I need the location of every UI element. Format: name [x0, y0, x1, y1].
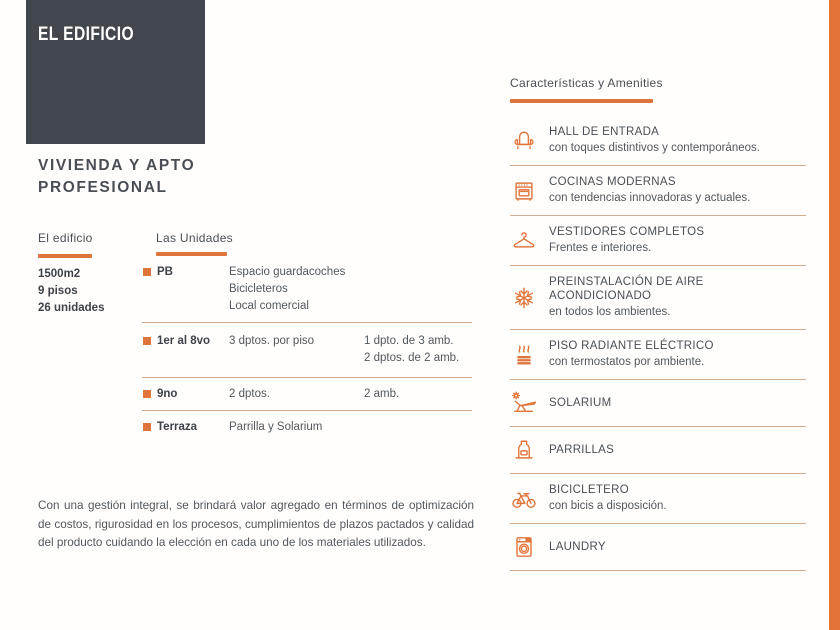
amenity-subtitle: en todos los ambientes.	[549, 306, 671, 318]
hanger-icon	[510, 227, 538, 255]
unit-line: Espacio guardacoches	[229, 266, 346, 278]
section-title: EL EDIFICIO	[38, 24, 134, 45]
page-title-line2: PROFESIONAL	[38, 179, 168, 196]
management-paragraph: Con una gestión integral, se brindará valor agregado en términos de optimización de costos, rigurosidad en los procesos, cumplimientos de plazos pactados y calidad del producto cuidando la elección en cada uno de los materiales utilizados.	[38, 499, 474, 550]
building-underline	[38, 254, 92, 258]
floor-cell	[142, 333, 229, 367]
grill-icon	[510, 436, 538, 464]
list-item	[510, 330, 806, 380]
amenity-text	[549, 483, 667, 514]
bullet-square	[143, 390, 151, 398]
accent-edge-bar	[829, 0, 840, 630]
floor-name: Terraza	[157, 421, 198, 433]
amenity-title: BICICLETERO	[549, 484, 629, 496]
unit-line: 2 dptos.	[229, 388, 270, 400]
floor-cell	[142, 386, 229, 403]
units-table	[142, 262, 472, 445]
floor-cell	[142, 419, 229, 436]
amenity-text	[549, 175, 750, 206]
amenity-subtitle: con tendencias innovadoras y actuales.	[549, 192, 751, 204]
amenity-title: PARRILLAS	[549, 444, 615, 456]
unit-description	[229, 386, 364, 403]
heated-floor-icon	[510, 341, 538, 369]
list-item	[510, 216, 806, 266]
amenity-title: LAUNDRY	[549, 541, 606, 553]
sun-lounger-icon	[510, 389, 538, 417]
floor-name: 1er al 8vo	[157, 335, 211, 347]
unit-line: Local comercial	[229, 300, 309, 312]
armchair-icon	[510, 127, 538, 155]
amenity-subtitle: con toques distintivos y contemporáneos.	[549, 142, 760, 154]
amenity-title: PREINSTALACIÓN DE AIRE ACONDICIONADO	[549, 276, 704, 302]
amenity-title: SOLARIUM	[549, 397, 612, 409]
building-label: El edificio	[38, 231, 93, 245]
list-item	[510, 380, 806, 427]
unit-description	[229, 264, 364, 315]
list-item	[510, 266, 806, 330]
unit-detail	[364, 419, 472, 436]
units-underline	[156, 252, 227, 256]
oven-icon	[510, 177, 538, 205]
list-item	[510, 116, 806, 166]
stat-units: 26 unidades	[38, 302, 105, 314]
table-row	[142, 262, 472, 323]
unit-detail	[364, 264, 472, 315]
amenity-text	[549, 275, 806, 320]
amenity-title: HALL DE ENTRADA	[549, 126, 660, 138]
amenities-underline	[510, 99, 653, 103]
list-item	[510, 474, 806, 524]
amenity-text	[549, 225, 704, 256]
table-row	[142, 411, 472, 445]
bullet-square	[143, 337, 151, 345]
amenity-title: VESTIDORES COMPLETOS	[549, 226, 705, 238]
building-stats	[38, 266, 104, 317]
amenity-subtitle: con termostatos por ambiente.	[549, 356, 705, 368]
amenity-text	[549, 443, 614, 457]
table-row	[142, 378, 472, 411]
amenity-text	[549, 339, 714, 370]
unit-detail	[364, 386, 472, 403]
amenity-subtitle: con bicis a disposición.	[549, 500, 667, 512]
amenity-text	[549, 396, 611, 410]
building-stats-block	[38, 231, 104, 317]
page-title-line1: VIVIENDA Y APTO	[38, 157, 196, 174]
amenity-title: PISO RADIANTE ELÉCTRICO	[549, 340, 714, 352]
amenity-text	[549, 540, 606, 554]
list-item	[510, 524, 806, 571]
amenity-text	[549, 125, 760, 156]
unit-detail	[364, 333, 472, 367]
unit-line: Bicicleteros	[229, 283, 288, 295]
floor-name: 9no	[157, 388, 178, 400]
bullet-square	[143, 268, 151, 276]
floor-cell	[142, 264, 229, 315]
unit-line: Parrilla y Solarium	[229, 421, 323, 433]
amenity-subtitle: Frentes e interiores.	[549, 242, 652, 254]
stat-floors: 9 pisos	[38, 285, 78, 297]
stat-area: 1500m2	[38, 268, 81, 280]
units-label: Las Unidades	[156, 231, 233, 245]
unit-line: 3 dptos. por piso	[229, 335, 315, 347]
table-row	[142, 323, 472, 378]
unit-line: 2 amb.	[364, 388, 400, 400]
amenity-title: COCINAS MODERNAS	[549, 176, 676, 188]
unit-line: 1 dpto. de 3 amb.	[364, 335, 454, 347]
amenities-panel	[510, 76, 806, 571]
washing-machine-icon	[510, 533, 538, 561]
amenities-label: Características y Amenities	[510, 76, 663, 90]
list-item	[510, 427, 806, 474]
bicycle-icon	[510, 485, 538, 513]
section-banner	[26, 0, 205, 144]
page-title	[38, 155, 195, 199]
unit-description	[229, 419, 364, 436]
snowflake-icon	[510, 284, 538, 312]
bullet-square	[143, 423, 151, 431]
floor-name: PB	[157, 266, 173, 278]
list-item	[510, 166, 806, 216]
unit-description	[229, 333, 364, 367]
unit-line: 2 dptos. de 2 amb.	[364, 352, 460, 364]
